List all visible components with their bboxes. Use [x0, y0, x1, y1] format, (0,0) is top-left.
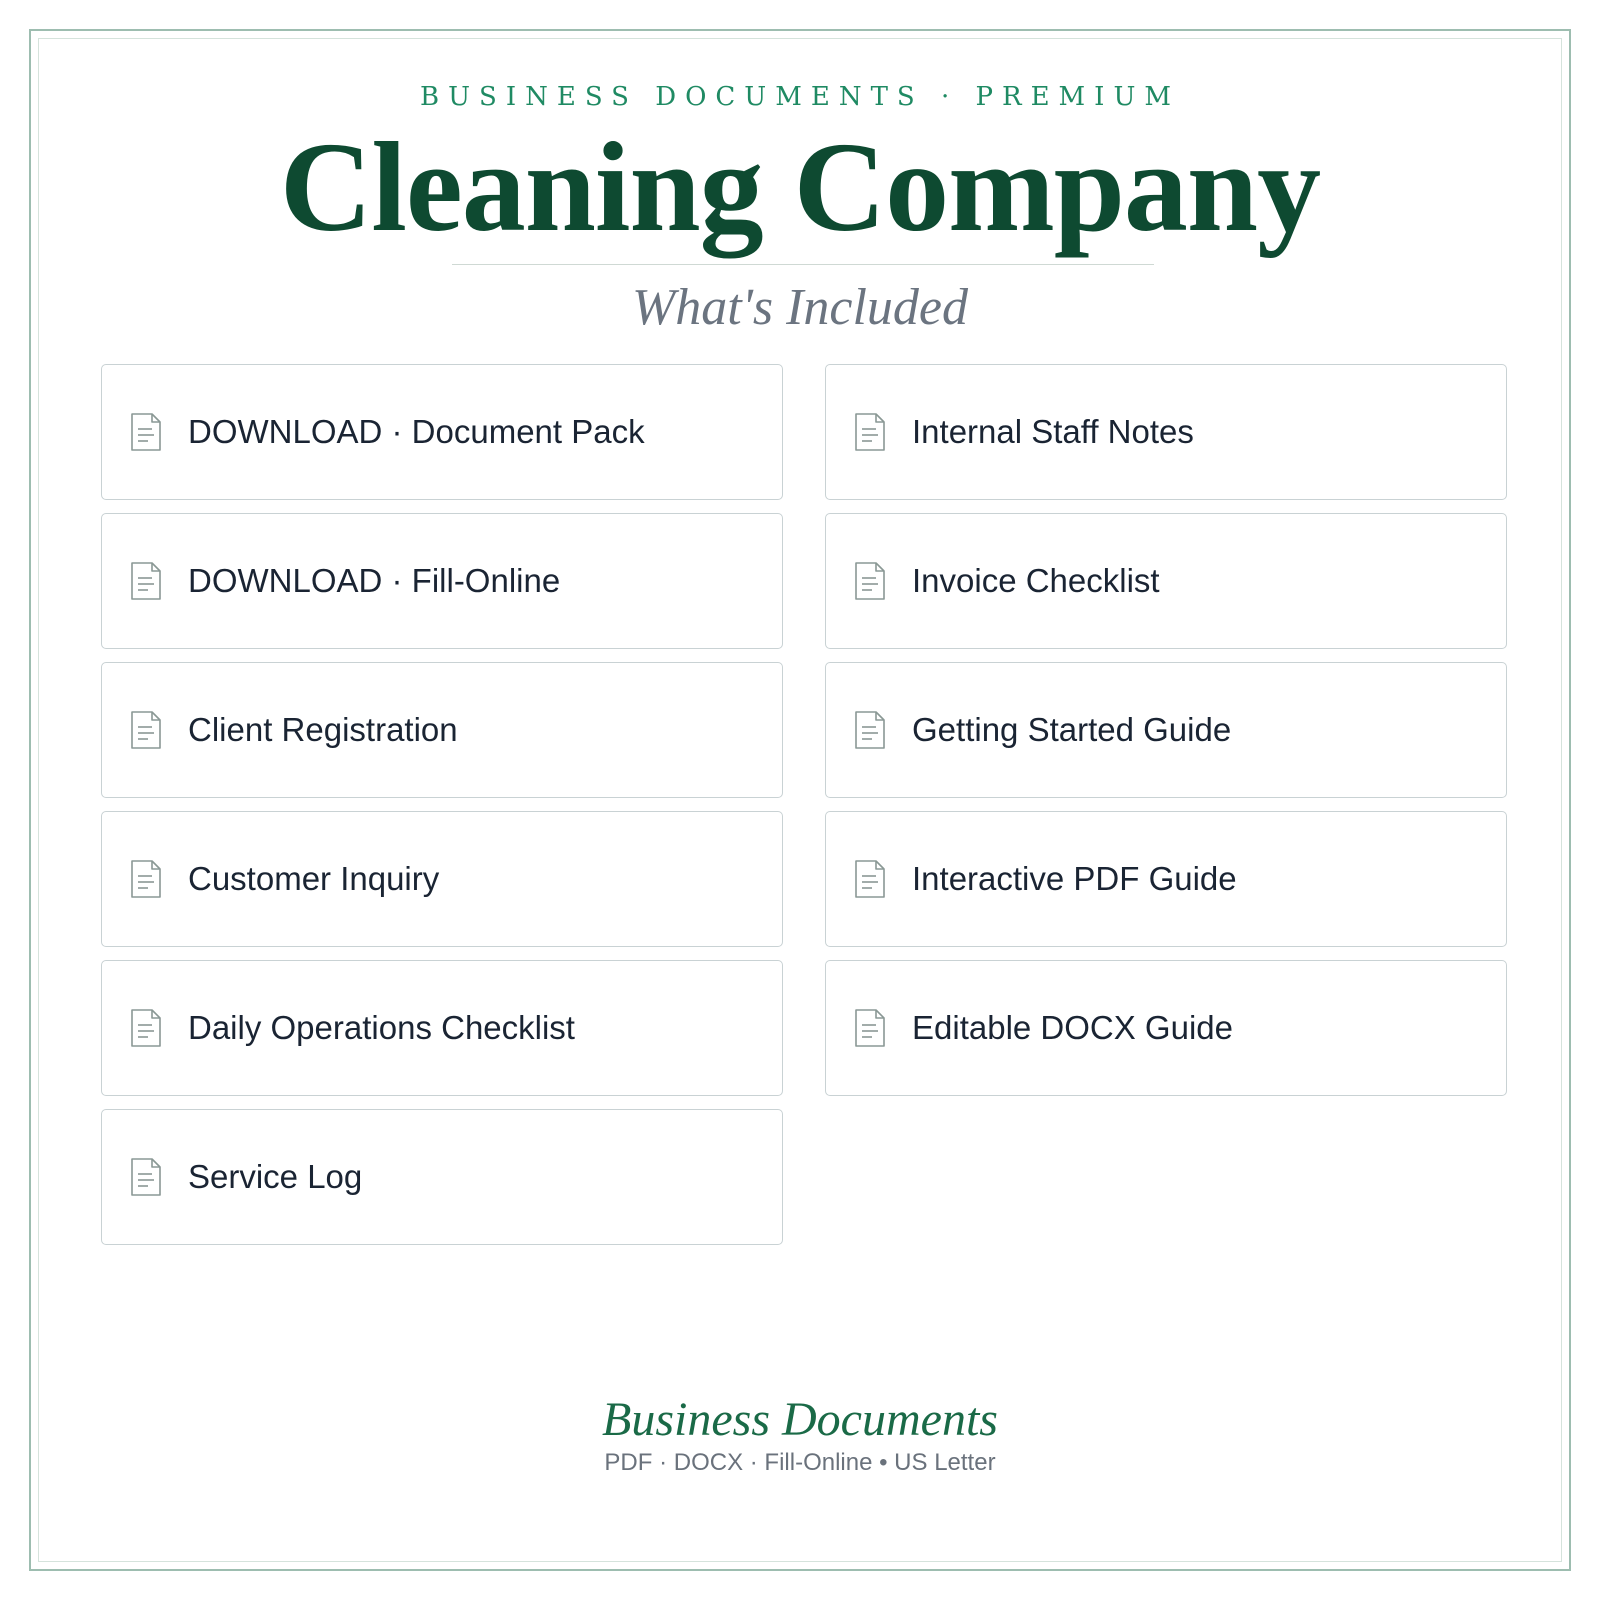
- item-label: DOWNLOAD · Document Pack: [188, 413, 645, 450]
- list-item: [101, 1109, 783, 1245]
- document-icon: [129, 561, 163, 601]
- list-item: [825, 811, 1507, 947]
- list-item: [825, 513, 1507, 649]
- document-icon: [853, 710, 887, 750]
- item-label: Service Log: [188, 1158, 363, 1195]
- list-item: [825, 960, 1507, 1096]
- page-subtitle: What's Included: [631, 279, 969, 336]
- list-item: [101, 513, 783, 649]
- eyebrow-label: BUSINESS DOCUMENTS · PREMIUM: [419, 82, 1180, 112]
- item-label: Client Registration: [188, 711, 458, 748]
- document-icon: [853, 1008, 887, 1048]
- list-item: [101, 662, 783, 798]
- item-label: Getting Started Guide: [912, 711, 1232, 748]
- document-icon: [129, 1008, 163, 1048]
- list-item: [101, 364, 783, 500]
- page-title: Cleaning Company: [279, 116, 1321, 258]
- item-label: Invoice Checklist: [912, 562, 1160, 599]
- footer-formats: PDF · DOCX · Fill-Online • US Letter: [604, 1449, 996, 1476]
- item-label: Customer Inquiry: [188, 860, 440, 897]
- list-item: [101, 960, 783, 1096]
- document-icon: [129, 412, 163, 452]
- footer-brand: Business Documents: [602, 1393, 998, 1446]
- item-label: Editable DOCX Guide: [912, 1009, 1233, 1046]
- document-icon: [853, 561, 887, 601]
- list-item: [101, 811, 783, 947]
- item-label: DOWNLOAD · Fill-Online: [188, 562, 561, 599]
- document-icon: [853, 412, 887, 452]
- item-label: Internal Staff Notes: [912, 413, 1194, 450]
- document-icon: [129, 710, 163, 750]
- document-icon: [853, 859, 887, 899]
- item-label: Interactive PDF Guide: [912, 860, 1237, 897]
- document-icon: [129, 1157, 163, 1197]
- included-items-grid: [101, 364, 1509, 1245]
- list-item: [825, 662, 1507, 798]
- list-item: [825, 364, 1507, 500]
- item-label: Daily Operations Checklist: [188, 1009, 575, 1046]
- title-divider: [452, 264, 1154, 265]
- document-icon: [129, 859, 163, 899]
